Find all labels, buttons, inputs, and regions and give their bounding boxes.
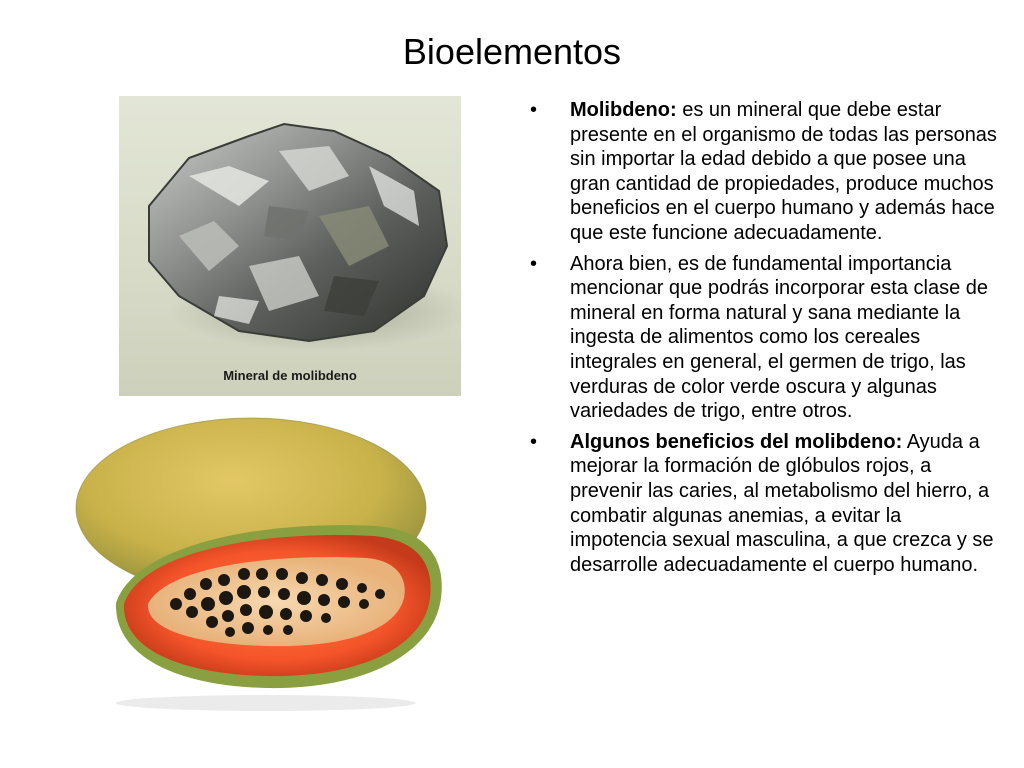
bullet-text: es un mineral que debe estar presente en el organismo de todas las personas sin importar la edad debido a que posee una gran cantidad de propiedades, produce muchos beneficios en el cuerpo humano y además hace que este funcione adecuadamente. (570, 99, 997, 244)
slide-title: Bioelementos (402, 31, 622, 72)
bullet-marker: • (530, 430, 538, 453)
bullet-list (530, 98, 1000, 583)
papaya-image (66, 408, 474, 718)
bullet-marker: • (530, 252, 538, 275)
bullet-text: Ahora bien, es de fundamental importancia mencionar que podrás incorporar esta clase de mineral en forma natural y sana mediante la ingesta de alimentos como los cereales integrales en general, el germen de trigo, las verduras de color verde oscura y algunas variedades de trigo, entre otros. (570, 252, 989, 423)
bullet-marker: • (530, 99, 538, 121)
bullet-bold-text: Molibdeno: (570, 99, 677, 121)
papaya-fruit-icon (66, 408, 474, 718)
bullet-bold-text: Algunos beneficios del molibdeno: (570, 430, 903, 453)
molybdenum-mineral-image (119, 96, 461, 396)
bullet-molibdeno (530, 98, 1000, 246)
molybdenum-mineral-icon (119, 96, 461, 396)
mineral-caption: Mineral de molibdeno (223, 368, 357, 383)
bullet-beneficios (530, 430, 1000, 578)
bullet-ahora-bien (530, 252, 1000, 424)
bullet-text: Ayuda a mejorar la formación de glóbulos rojos, a prevenir las caries, al metabolismo del hierro, a combatir algunas anemias, a evitar la impotencia sexual masculina, a que crezca y se desarrolle adecuadamente el cuerpo humano. (570, 430, 994, 576)
